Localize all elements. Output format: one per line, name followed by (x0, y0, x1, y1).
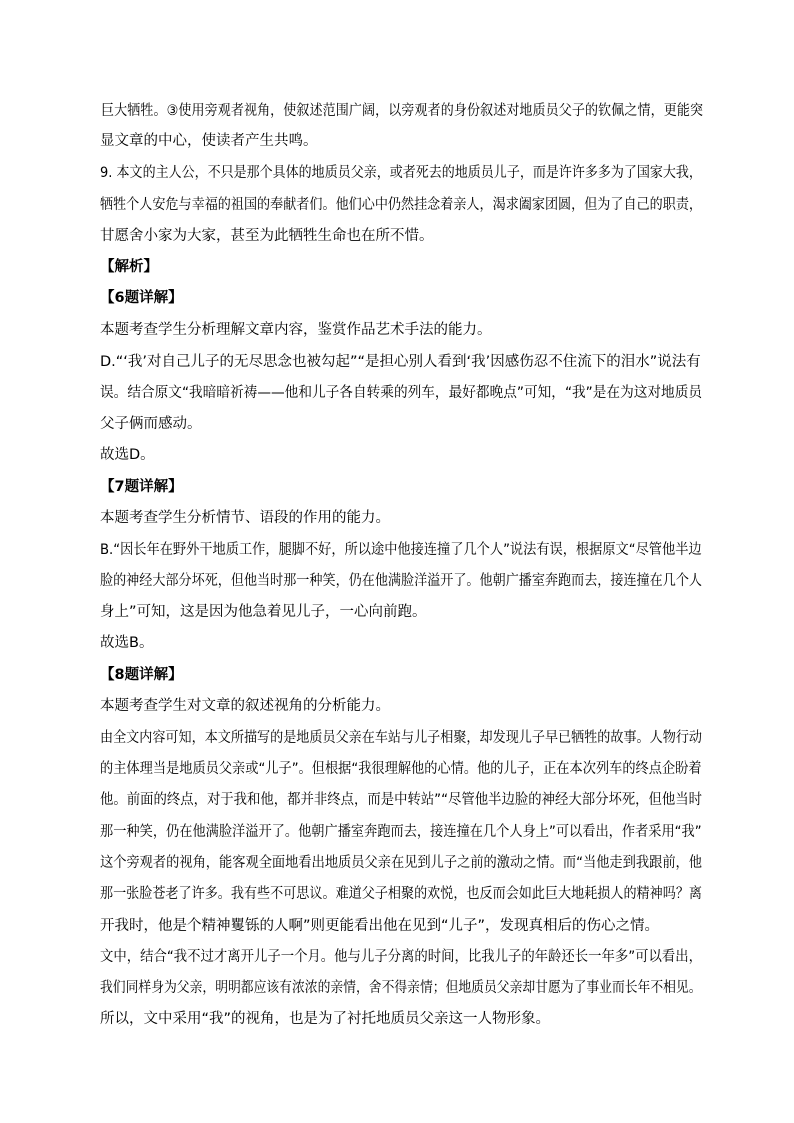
text-line: 本题考查学生分析情节、语段的作用的能力。 (100, 510, 390, 526)
section-heading-q6: 【6题详解】 (100, 290, 183, 306)
text-line: 他。前面的终点，对于我和他，都并非终点，而是中转站”“尽管他半边脸的神经大部分坏死，但他当时 (100, 792, 703, 808)
text-line: 身上”可知，这是因为他急着见儿子，一心向前跑。 (100, 604, 427, 620)
text-line: 本题考查学生分析理解文章内容，鉴赏作品艺术手法的能力。 (100, 322, 492, 338)
text-line: 那一张脸苍老了许多。我有些不可思议。难道父子相聚的欢悦，也反而会如此巨大地耗损人的精神吗？离 (100, 886, 702, 902)
text-line: B.“因长年在野外干地质工作，腿脚不好，所以途中他接连撞了几个人”说法有误，根据原文“尽管他半边 (100, 542, 702, 558)
text-line: 的主体理当是地质员父亲或“儿子”。但根据“我很理解他的心情。他的儿子，正在本次列车的终点企盼着 (100, 761, 702, 777)
section-heading-analysis: 【解析】 (100, 259, 158, 275)
text-line: 父子俩而感动。 (100, 416, 202, 432)
section-heading-q7: 【7题详解】 (100, 479, 183, 495)
text-line: 这个旁观者的视角，能客观全面地看出地质员父亲在见到儿子之前的激动之情。而“当他走到我跟前，他 (100, 855, 703, 871)
text-line: 脸的神经大部分坏死，但他当时那一种笑，仍在他满脸洋溢开了。他朝广播室奔跑而去，接连撞在几个人 (100, 573, 702, 589)
text-line: 甘愿舍小家为大家，甚至为此牺牲生命也在所不惜。 (100, 228, 434, 244)
text-line: D.“‘我’对自己儿子的无尽思念也被勾起”“是担心别人看到‘我’因感伤忍不住流下的泪水”说法有 (100, 354, 701, 370)
text-line: 牺牲个人安危与幸福的祖国的奉献者们。他们心中仍然挂念着亲人，渴求阖家团圆，但为了自己的职责， (100, 197, 702, 213)
question-9-answer: 9. 本文的主人公，不只是那个具体的地质员父亲，或者死去的地质员儿子，而是许许多多为了国家大我， (100, 165, 702, 181)
text-line: 那一种笑，仍在他满脸洋溢开了。他朝广播室奔跑而去，接连撞在几个人身上”可以看出，作者采用“我” (100, 824, 702, 840)
answer-choice: 故选D。 (100, 447, 155, 463)
text-line: 文中，结合“我不过才离开儿子一个月。他与儿子分离的时间，比我儿子的年龄还长一年多”可以看出， (100, 949, 703, 965)
text-line: 显文章的中心，使读者产生共鸣。 (100, 133, 318, 149)
text-line: 由全文内容可知，本文所描写的是地质员父亲在车站与儿子相聚，却发现儿子早已牺牲的故事。人物行动 (100, 730, 702, 746)
text-line: 所以，文中采用“我”的视角，也是为了衬托地质员父亲这一人物形象。 (100, 1011, 551, 1027)
text-line: 我们同样身为父亲，明明都应该有浓浓的亲情，舍不得亲情；但地质员父亲却甘愿为了事业而长年不相见。 (100, 980, 702, 996)
section-heading-q8: 【8题详解】 (100, 667, 183, 683)
text-line: 开我时，他是个精神矍铄的人啊”则更能看出他在见到“儿子”，发现真相后的伤心之情。 (100, 918, 660, 934)
text-line: 误。结合原文“我暗暗祈祷——他和儿子各自转乘的列车，最好都晚点”可知，“我”是在为这对地质员 (100, 385, 703, 401)
text-line: 巨大牺牲。③使用旁观者视角，使叙述范围广阔，以旁观者的身份叙述对地质员父子的钦佩之情，更能突 (101, 103, 704, 119)
answer-choice: 故选B。 (100, 635, 154, 651)
text-line: 本题考查学生对文章的叙述视角的分析能力。 (100, 698, 390, 714)
